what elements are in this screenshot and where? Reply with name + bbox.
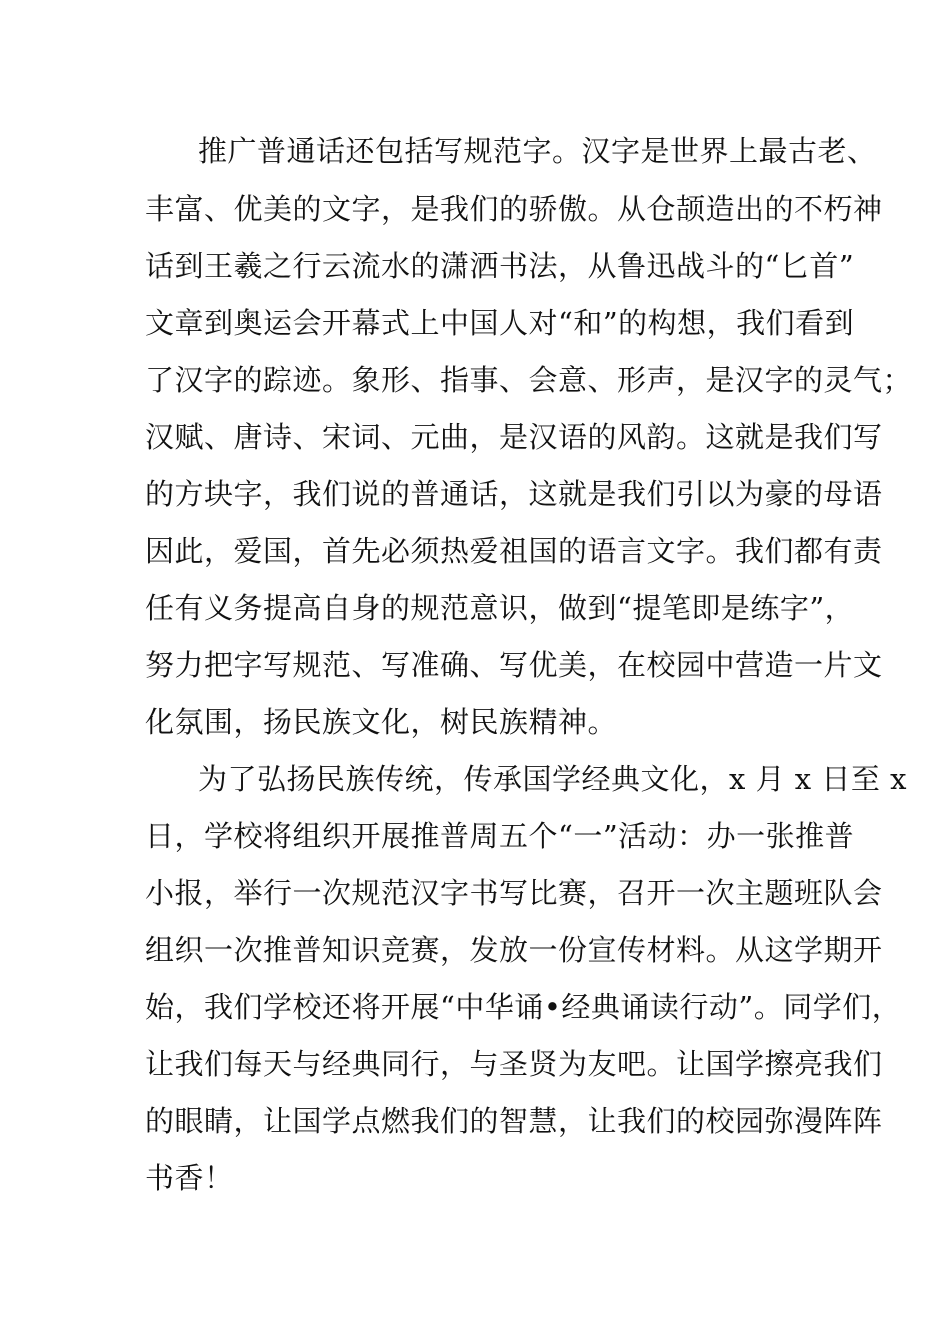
paragraph-1-line-9: 任有义务提高自身的规范意识，做到“提笔即是练字”， — [145, 591, 855, 625]
paragraph-2-line-4: 组织一次推普知识竞赛，发放一份宣传材料。从这学期开 — [145, 933, 883, 967]
paragraph-1-line-1: 推广普通话还包括写规范字。汉字是世界上最古老、 — [198, 134, 877, 168]
paragraph-1-line-10: 努力把字写规范、写准确、写优美，在校园中营造一片文 — [145, 648, 883, 682]
paragraph-1-line-4: 文章到奥运会开幕式上中国人对“和”的构想，我们看到 — [145, 306, 855, 340]
paragraph-1-line-5: 了汉字的踪迹。象形、指事、会意、形声，是汉字的灵气； — [145, 363, 913, 397]
paragraph-2-line-6: 让我们每天与经典同行，与圣贤为友吧。让国学擦亮我们 — [145, 1047, 883, 1081]
paragraph-2-line-2: 日，学校将组织开展推普周五个“一”活动：办一张推普 — [145, 819, 855, 853]
paragraph-2-line-1: 为了弘扬民族传统，传承国学经典文化，x 月 x 日至 x — [198, 762, 907, 796]
paragraph-2-line-5: 始，我们学校还将开展“中华诵•经典诵读行动”。同学们， — [145, 990, 902, 1024]
paragraph-2-line-8: 书香！ — [145, 1161, 234, 1195]
paragraph-1-line-3: 话到王羲之行云流水的潇洒书法，从鲁迅战斗的“匕首” — [145, 249, 855, 283]
paragraph-2-line-3: 小报，举行一次规范汉字书写比赛，召开一次主题班队会 — [145, 876, 883, 910]
paragraph-2-line-7: 的眼睛，让国学点燃我们的智慧，让我们的校园弥漫阵阵 — [145, 1104, 883, 1138]
paragraph-1-line-6: 汉赋、唐诗、宋词、元曲，是汉语的风韵。这就是我们写 — [145, 420, 883, 454]
paragraph-1-line-11: 化氛围，扬民族文化，树民族精神。 — [145, 705, 618, 739]
paragraph-1-line-8: 因此，爱国，首先必须热爱祖国的语言文字。我们都有责 — [145, 534, 883, 568]
paragraph-1-line-2: 丰富、优美的文字，是我们的骄傲。从仓颉造出的不朽神 — [145, 192, 883, 226]
paragraph-1-line-7: 的方块字，我们说的普通话，这就是我们引以为豪的母语 — [145, 477, 883, 511]
